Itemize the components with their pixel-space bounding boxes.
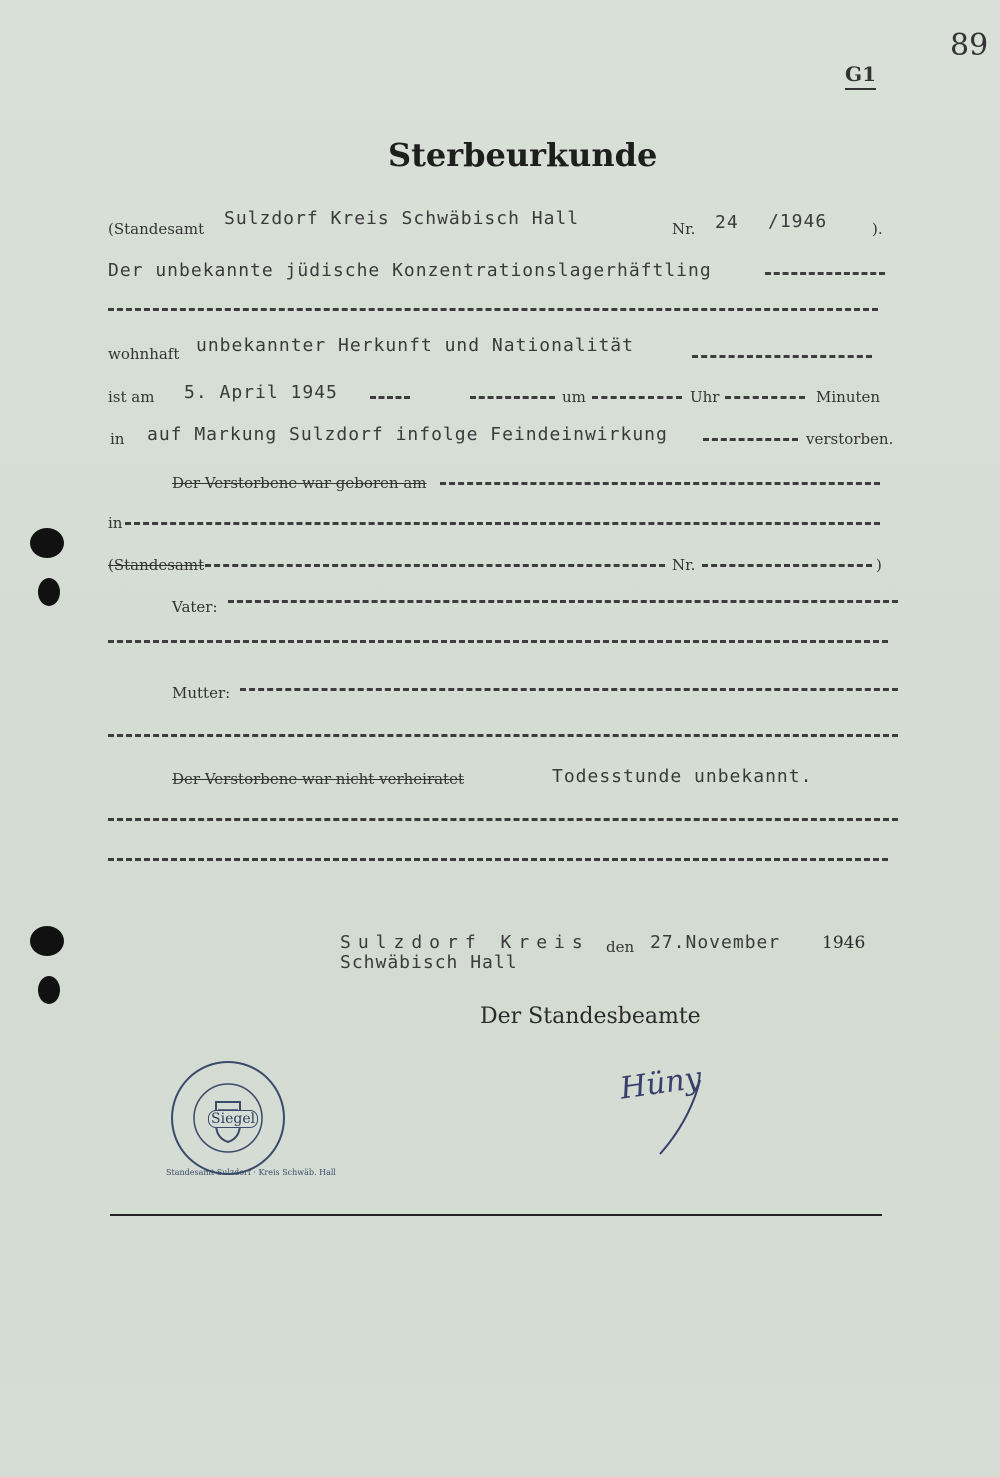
death-date: 5. April 1945 [184,382,338,403]
fill-line [108,308,878,311]
birth-office-close: ) [876,556,882,574]
fill-line [108,818,898,821]
registrar-signature: Hüny [617,1060,704,1107]
office-value: Sulzdorf Kreis Schwäbisch Hall [224,208,580,229]
year-value: /1946 [768,211,828,232]
punch-hole [38,578,60,606]
minuten-label: Minuten [816,388,881,406]
punch-hole [30,926,64,956]
den-label: den [606,938,635,956]
issue-place-district: Schwäbisch Hall [340,952,518,973]
seal-ring-text: Standesamt Sulzdorf · Kreis Schwäb. Hall [166,1168,336,1177]
form-code: G1 [845,62,876,90]
mother-label: Mutter: [172,684,231,702]
residence-value: unbekannter Herkunft und Nationalität [196,335,634,356]
birth-place-label: in [108,514,123,532]
fill-line [692,355,872,358]
uhr-label: Uhr [690,388,720,406]
fill-line [470,396,555,399]
issue-date: 27.November [650,932,781,953]
issue-year: 1946 [822,933,866,953]
fill-line [725,396,805,399]
nr-label: Nr. [672,220,696,238]
punch-hole [30,528,64,558]
birth-office-label: (Standesamt [108,556,205,574]
birth-office-nr: Nr. [672,556,696,574]
fill-line [370,396,410,399]
fill-line [228,600,898,603]
fill-line [205,564,665,567]
date-prefix: ist am [108,388,155,406]
fill-line [125,522,880,525]
document-title: Sterbeurkunde [388,136,658,174]
um-label: um [562,388,586,406]
nr-value: 24 [715,212,739,233]
fill-line [702,564,872,567]
marital-status-label: Der Verstorbene war nicht verheiratet [172,770,464,788]
fill-line [592,396,682,399]
fill-line [440,482,880,485]
bottom-rule [110,1214,882,1216]
fill-line [240,688,898,691]
place-of-death: auf Markung Sulzdorf infolge Feindeinwirkung [147,424,668,445]
page-number: 89 [950,28,989,63]
deceased-description: Der unbekannte jüdische Konzentrationslagerhäftling [108,260,712,281]
place-suffix: verstorben. [806,430,894,448]
office-label: (Standesamt [108,220,205,238]
fill-line [108,858,888,861]
seal-center-text: Siegel [208,1110,258,1128]
fill-line [108,734,898,737]
registrar-label: Der Standesbeamte [480,1004,701,1029]
remark: Todesstunde unbekannt. [552,766,813,787]
birth-line-label: Der Verstorbene war geboren am [172,474,427,492]
residence-label: wohnhaft [108,345,180,363]
issue-place: Sulzdorf Kreis [340,932,590,953]
punch-hole [38,976,60,1004]
fill-line [703,438,798,441]
header-close: ). [872,220,883,238]
place-prefix: in [110,430,125,448]
father-label: Vater: [172,598,218,616]
fill-line [108,640,888,643]
signature-stroke [640,1070,720,1160]
fill-line [765,272,885,275]
